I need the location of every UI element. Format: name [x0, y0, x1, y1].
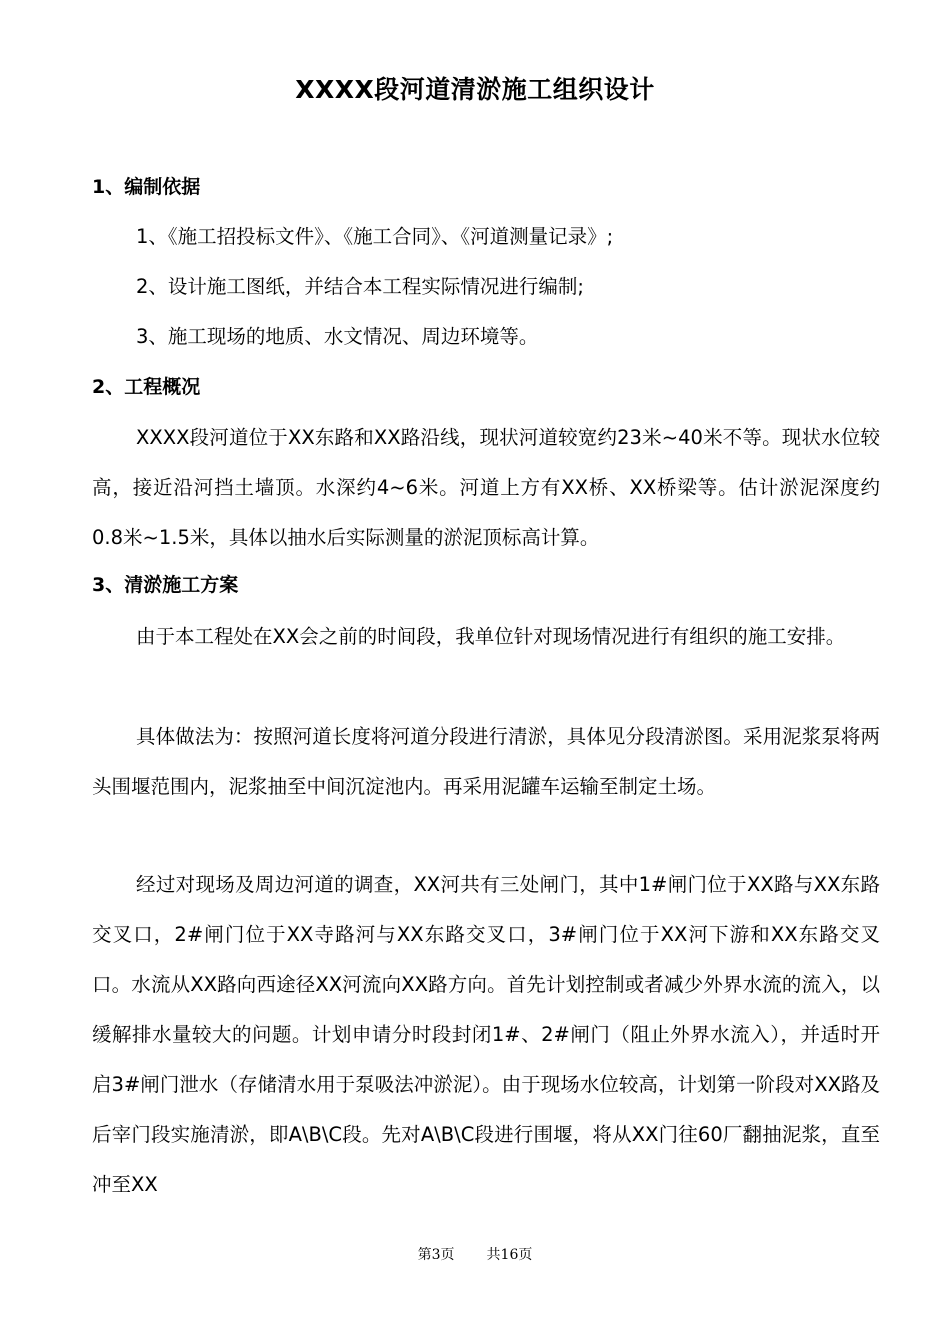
section-heading-overview: 2、工程概况 [92, 376, 201, 398]
basis-item-1: 1、《施工招投标文件》、《施工合同》、《河道测量记录》; [136, 225, 614, 248]
basis-item-2: 2、设计施工图纸，并结合本工程实际情况进行编制; [136, 275, 584, 298]
basis-item-3: 3、施工现场的地质、水文情况、周边环境等。 [136, 325, 539, 348]
plan-paragraph-1: 由于本工程处在XX会之前的时间段，我单位针对现场情况进行有组织的施工安排。 [136, 625, 846, 648]
section-heading-basis: 1、编制依据 [92, 176, 201, 198]
page-footer [0, 1245, 950, 1265]
plan-paragraph-3: 经过对现场及周边河道的调查，XX河共有三处闸门，其中1#闸门位于XX路与XX东路交叉口，2#闸门位于XX寺路河与XX东路交叉口，3#闸门位于XX河下游和XX东路交叉口。水流从XX路向西途径XX河流向XX路方向。首先计划控制或者减少外界水流的流入，以缓解排水量较大的问题。计划申请分时段封闭1#、2#闸门（阻止外界水流入），并适时开启3#闸门泄水（存储清水用于泵吸法冲淤泥）。由于现场水位较高，计划第一阶段对XX路及后宰门段实施清淤，即A\B\C段。先对A\B\C段进行围堰，将从XX门往60厂翻抽泥浆，直至冲至XX [92, 873, 880, 1196]
plan-paragraph-2: 具体做法为：按照河道长度将河道分段进行清淤，具体见分段清淤图。采用泥浆泵将两头围堰范围内，泥浆抽至中间沉淀池内。再采用泥罐车运输至制定土场。 [92, 725, 880, 798]
document-title: XXXX段河道清淤施工组织设计 [295, 75, 655, 104]
page-number: 第3页 [417, 1247, 455, 1263]
section-heading-dredging-plan: 3、清淤施工方案 [92, 574, 239, 596]
overview-paragraph: XXXX段河道位于XX东路和XX路沿线，现状河道较宽约23米~40米不等。现状水位较高，接近沿河挡土墙顶。水深约4~6米。河道上方有XX桥、XX桥梁等。估计淤泥深度约0.8米~1.5米，具体以抽水后实际测量的淤泥顶标高计算。 [92, 426, 880, 549]
page-total: 共16页 [486, 1247, 533, 1263]
